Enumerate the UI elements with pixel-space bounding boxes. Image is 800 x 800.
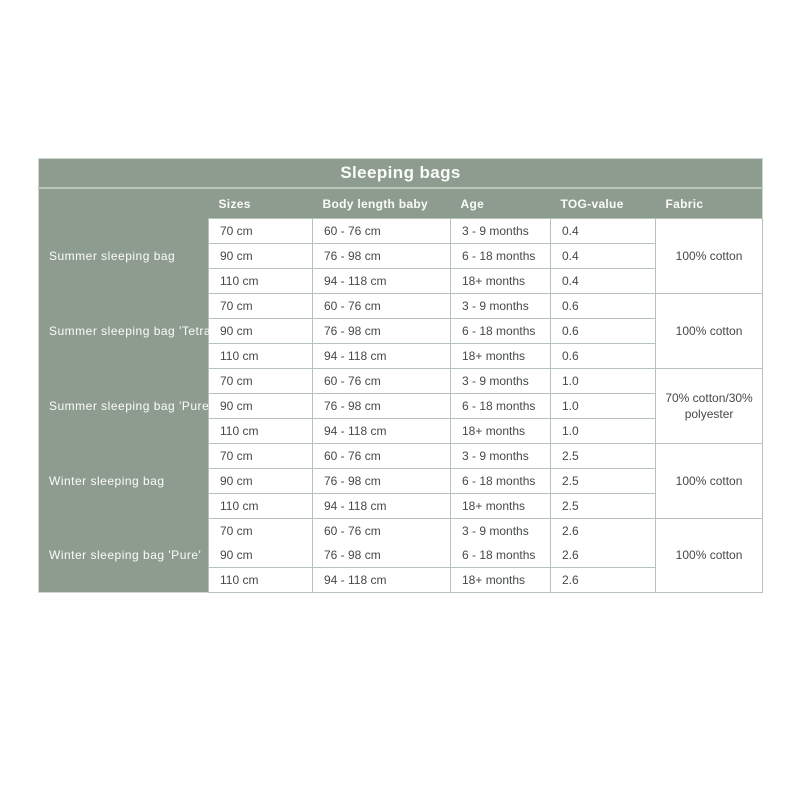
column-header-row xyxy=(39,188,763,219)
tog-cell: 2.6 xyxy=(551,568,656,593)
body-length-cell: 60 - 76 cm xyxy=(313,294,451,319)
group-label: Winter sleeping bag xyxy=(39,444,209,519)
age-cell: 3 - 9 months xyxy=(451,294,551,319)
size-cell: 110 cm xyxy=(209,494,313,519)
table-row xyxy=(39,369,763,394)
group-summer xyxy=(39,219,763,294)
body-length-cell: 60 - 76 cm xyxy=(313,369,451,394)
column-header-tog-value: TOG-value xyxy=(551,188,656,219)
age-cell: 3 - 9 months xyxy=(451,519,551,544)
tog-cell: 1.0 xyxy=(551,419,656,444)
tog-cell: 0.4 xyxy=(551,269,656,294)
group-label: Summer sleeping bag 'Pure' xyxy=(39,369,209,444)
fabric-cell: 100% cotton xyxy=(656,519,763,593)
size-cell: 110 cm xyxy=(209,568,313,593)
size-cell: 90 cm xyxy=(209,244,313,269)
age-cell: 3 - 9 months xyxy=(451,219,551,244)
table-head xyxy=(39,159,763,219)
size-cell: 110 cm xyxy=(209,269,313,294)
column-header-age: Age xyxy=(451,188,551,219)
age-cell: 18+ months xyxy=(451,344,551,369)
body-length-cell: 94 - 118 cm xyxy=(313,269,451,294)
body-length-cell: 76 - 98 cm xyxy=(313,394,451,419)
size-cell: 90 cm xyxy=(209,394,313,419)
age-cell: 6 - 18 months xyxy=(451,543,551,568)
table-row xyxy=(39,444,763,469)
age-cell: 6 - 18 months xyxy=(451,319,551,344)
body-length-cell: 76 - 98 cm xyxy=(313,469,451,494)
group-summer-tetra xyxy=(39,294,763,369)
table-title: Sleeping bags xyxy=(39,159,763,189)
fabric-cell: 70% cotton/30% polyester xyxy=(656,369,763,444)
sleeping-bags-table xyxy=(38,158,763,593)
body-length-cell: 76 - 98 cm xyxy=(313,244,451,269)
tog-cell: 0.4 xyxy=(551,219,656,244)
tog-cell: 1.0 xyxy=(551,394,656,419)
size-cell: 70 cm xyxy=(209,444,313,469)
tog-cell: 0.4 xyxy=(551,244,656,269)
column-header-body-length: Body length baby xyxy=(313,188,451,219)
body-length-cell: 76 - 98 cm xyxy=(313,319,451,344)
age-cell: 6 - 18 months xyxy=(451,469,551,494)
tog-cell: 2.5 xyxy=(551,444,656,469)
table-row xyxy=(39,219,763,244)
tog-cell: 2.5 xyxy=(551,469,656,494)
tog-cell: 2.6 xyxy=(551,519,656,544)
fabric-cell: 100% cotton xyxy=(656,294,763,369)
body-length-cell: 60 - 76 cm xyxy=(313,444,451,469)
tog-cell: 0.6 xyxy=(551,344,656,369)
size-cell: 110 cm xyxy=(209,344,313,369)
size-cell: 70 cm xyxy=(209,294,313,319)
size-cell: 90 cm xyxy=(209,469,313,494)
group-label: Winter sleeping bag 'Pure' xyxy=(39,519,209,593)
age-cell: 18+ months xyxy=(451,494,551,519)
age-cell: 18+ months xyxy=(451,269,551,294)
age-cell: 6 - 18 months xyxy=(451,394,551,419)
size-cell: 70 cm xyxy=(209,219,313,244)
body-length-cell: 60 - 76 cm xyxy=(313,219,451,244)
age-cell: 18+ months xyxy=(451,419,551,444)
column-header-fabric: Fabric xyxy=(656,188,763,219)
fabric-cell: 100% cotton xyxy=(656,219,763,294)
body-length-cell: 94 - 118 cm xyxy=(313,419,451,444)
body-length-cell: 94 - 118 cm xyxy=(313,494,451,519)
body-length-cell: 94 - 118 cm xyxy=(313,568,451,593)
size-cell: 70 cm xyxy=(209,369,313,394)
size-cell: 90 cm xyxy=(209,543,313,568)
table-row xyxy=(39,519,763,544)
age-cell: 6 - 18 months xyxy=(451,244,551,269)
age-cell: 3 - 9 months xyxy=(451,444,551,469)
title-row xyxy=(39,159,763,189)
body-length-cell: 94 - 118 cm xyxy=(313,344,451,369)
group-summer-pure xyxy=(39,369,763,444)
size-cell: 70 cm xyxy=(209,519,313,544)
size-cell: 90 cm xyxy=(209,319,313,344)
fabric-cell: 100% cotton xyxy=(656,444,763,519)
tog-cell: 0.6 xyxy=(551,294,656,319)
column-header-empty xyxy=(39,188,209,219)
tog-cell: 1.0 xyxy=(551,369,656,394)
tog-cell: 0.6 xyxy=(551,319,656,344)
age-cell: 18+ months xyxy=(451,568,551,593)
group-label: Summer sleeping bag 'Tetra' xyxy=(39,294,209,369)
group-winter xyxy=(39,444,763,519)
group-label: Summer sleeping bag xyxy=(39,219,209,294)
column-header-sizes: Sizes xyxy=(209,188,313,219)
size-cell: 110 cm xyxy=(209,419,313,444)
tog-cell: 2.6 xyxy=(551,543,656,568)
group-winter-pure xyxy=(39,519,763,593)
body-length-cell: 60 - 76 cm xyxy=(313,519,451,544)
table-row xyxy=(39,294,763,319)
tog-cell: 2.5 xyxy=(551,494,656,519)
age-cell: 3 - 9 months xyxy=(451,369,551,394)
body-length-cell: 76 - 98 cm xyxy=(313,543,451,568)
